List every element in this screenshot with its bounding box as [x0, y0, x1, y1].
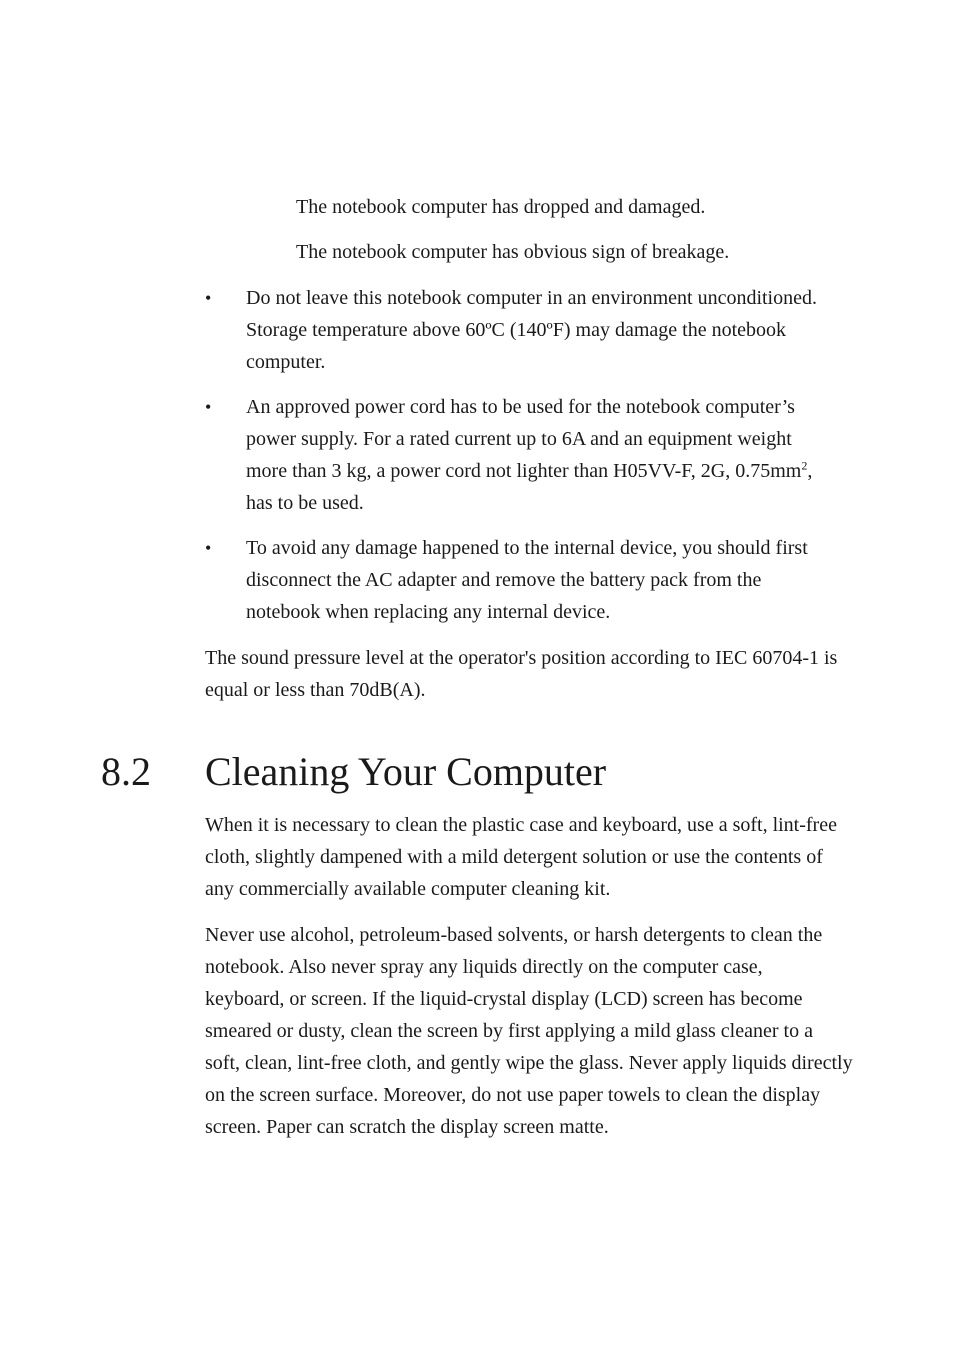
- bullet-line: power supply. For a rated current up to 6A and an equipment weight: [246, 428, 792, 450]
- paragraph-line: soft, clean, lint-free cloth, and gently wipe the glass. Never apply liquids directly: [205, 1052, 853, 1074]
- bullet-line: An approved power cord has to be used for the notebook computer’s: [246, 396, 795, 418]
- paragraph-line: equal or less than 70dB(A).: [205, 679, 426, 701]
- bullet-line: To avoid any damage happened to the internal device, you should first: [246, 537, 808, 559]
- paragraph-line: cloth, slightly dampened with a mild detergent solution or use the contents of: [205, 846, 823, 868]
- bullet-marker: •: [205, 288, 212, 308]
- sound-pressure-paragraph: [205, 642, 925, 706]
- paragraph-line: on the screen surface. Moreover, do not use paper towels to clean the display: [205, 1084, 821, 1106]
- bullet-marker: •: [205, 538, 212, 558]
- bullet-line: computer.: [246, 351, 326, 373]
- indented-item-1: The notebook computer has dropped and damaged.: [296, 196, 706, 218]
- paragraph-line: any commercially available computer cleaning kit.: [205, 878, 611, 900]
- paragraph-line: keyboard, or screen. If the liquid-crystal display (LCD) screen has become: [205, 988, 803, 1010]
- bullet-line: [246, 455, 926, 487]
- superscript: 2: [801, 458, 808, 473]
- bullet-line: Storage temperature above 60ºC (140ºF) may damage the notebook: [246, 319, 787, 341]
- paragraph-line: smeared or dusty, clean the screen by first applying a mild glass cleaner to a: [205, 1020, 813, 1042]
- bullet-item-power-cord: [246, 391, 926, 519]
- section-number: 8.2: [101, 749, 151, 794]
- bullet-line: disconnect the AC adapter and remove the battery pack from the: [246, 569, 762, 591]
- bullet-line: notebook when replacing any internal device.: [246, 601, 611, 623]
- bullet-marker: •: [205, 397, 212, 417]
- bullet-item-internal-device: [246, 532, 926, 628]
- indented-item-2: The notebook computer has obvious sign of breakage.: [296, 241, 730, 263]
- bullet-item-storage: [246, 282, 926, 378]
- paragraph-line: screen. Paper can scratch the display screen matte.: [205, 1116, 609, 1138]
- section-title: Cleaning Your Computer: [205, 749, 607, 794]
- superscript-suffix: ,: [807, 460, 813, 482]
- paragraph-line: When it is necessary to clean the plastic case and keyboard, use a soft, lint-free: [205, 814, 837, 836]
- cleaning-paragraph-1: [205, 809, 925, 905]
- bullet-line-text: more than 3 kg, a power cord not lighter than H05VV-F, 2G, 0.75mm: [246, 460, 802, 482]
- bullet-line: has to be used.: [246, 492, 364, 514]
- cleaning-paragraph-2: [205, 919, 925, 1143]
- paragraph-line: The sound pressure level at the operator's position according to IEC 60704-1 is: [205, 647, 838, 669]
- paragraph-line: Never use alcohol, petroleum-based solvents, or harsh detergents to clean the: [205, 924, 823, 946]
- paragraph-line: notebook. Also never spray any liquids directly on the computer case,: [205, 956, 763, 978]
- bullet-line: Do not leave this notebook computer in an environment unconditioned.: [246, 287, 817, 309]
